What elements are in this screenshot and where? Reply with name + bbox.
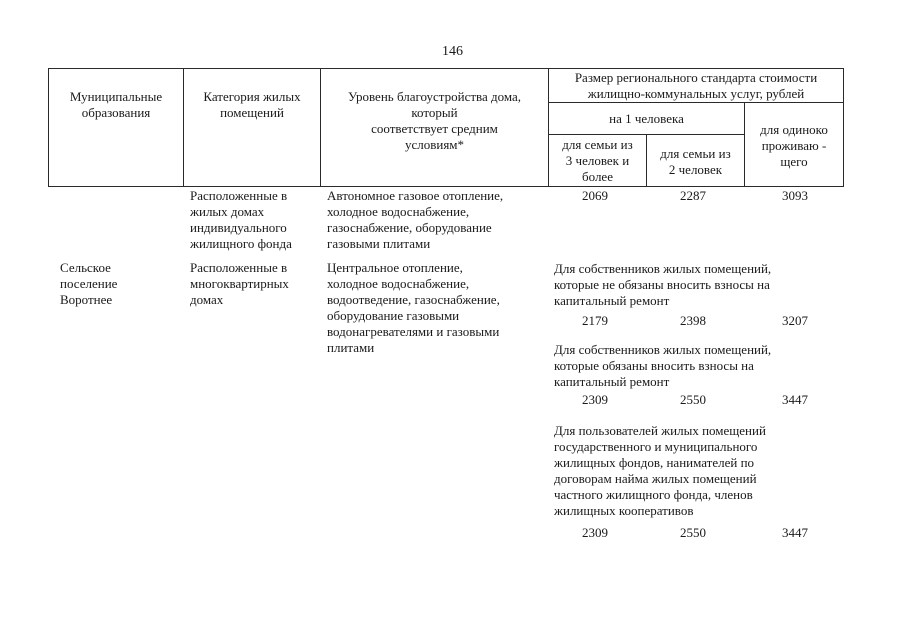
row1-comfort: Автономное газовое отопление, холодное водоснабжение, газоснабжение, оборудование газовыми плитами <box>327 188 504 251</box>
header-municipality: Муниципальные образования <box>69 89 163 120</box>
sub1-value-family2: 2398 <box>680 313 706 328</box>
header-comfort-level: Уровень благоустройства дома, который соответствует средним условиям* <box>347 89 522 152</box>
header-per-person: на 1 человека <box>609 111 684 126</box>
page-number: 146 <box>442 44 463 59</box>
subgroup-label-2: Для собственников жилых помещений, которые обязаны вносить взносы на капитальный ремонт <box>554 342 772 389</box>
col-divider-1 <box>183 68 184 186</box>
row2-comfort: Центральное отопление, холодное водоснабжение, водоотведение, газоснабжение, оборудование газовыми водонагревателями и газовыми плитами <box>327 260 500 355</box>
sub3-value-single: 3447 <box>782 525 808 540</box>
row2-category: Расположенные в многоквартирных домах <box>190 260 289 307</box>
row1-category: Расположенные в жилых домах индивидуального жилищного фонда <box>190 188 292 251</box>
sub3-value-family2: 2550 <box>680 525 706 540</box>
standard-subheader-border <box>548 102 844 103</box>
row1-value-single: 3093 <box>782 188 808 203</box>
sub3-value-family3: 2309 <box>582 525 608 540</box>
table-header-bottom-border <box>48 186 844 187</box>
sub2-value-family2: 2550 <box>680 392 706 407</box>
header-category: Категория жилых помещений <box>203 89 301 120</box>
row1-value-family3: 2069 <box>582 188 608 203</box>
header-family-3: для семьи из 3 человек и более <box>562 137 633 184</box>
table-top-border <box>48 68 844 69</box>
header-standard-size: Размер регионального стандарта стоимости жилищно-коммунальных услуг, рублей <box>574 70 818 101</box>
sub2-value-family3: 2309 <box>582 392 608 407</box>
sub1-value-family3: 2179 <box>582 313 608 328</box>
sub2-value-single: 3447 <box>782 392 808 407</box>
row1-value-family2: 2287 <box>680 188 706 203</box>
header-single: для одиноко проживаю - щего <box>760 122 828 169</box>
subgroup-label-3: Для пользователей жилых помещений государственного и муниципального жилищных фондов, нанимателей по договорам найма жилых помещений частного жилищного фонда, членов жилищных кооперативов <box>554 423 766 518</box>
table-left-border <box>48 68 49 186</box>
table-right-border <box>843 68 844 186</box>
municipality-name: Сельское поселение Воротнее <box>60 260 118 307</box>
sub1-value-single: 3207 <box>782 313 808 328</box>
subgroup-label-1: Для собственников жилых помещений, которые не обязаны вносить взносы на капитальный ремонт <box>554 261 772 308</box>
header-family-2: для семьи из 2 человек <box>660 146 731 177</box>
